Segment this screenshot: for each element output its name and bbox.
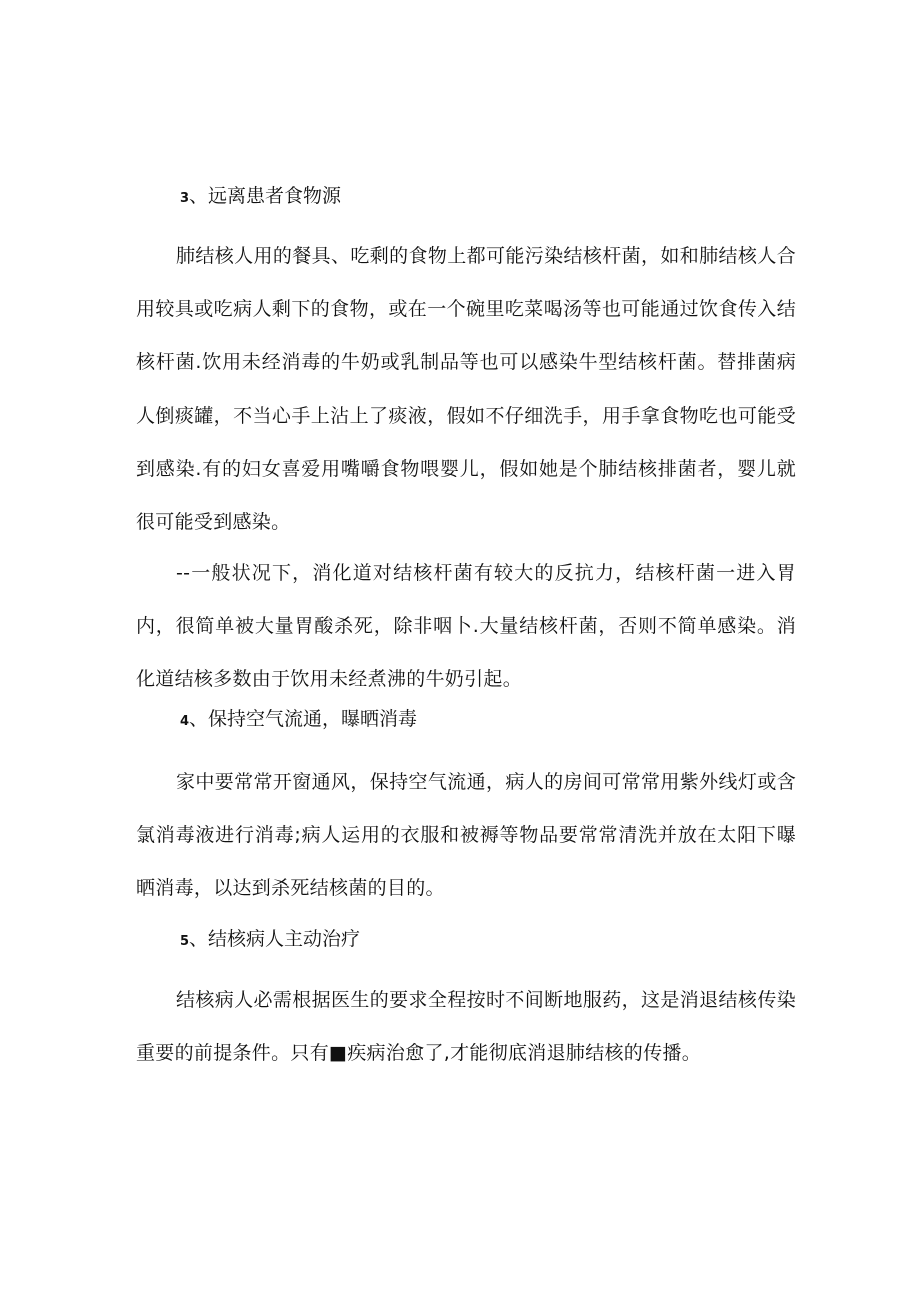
section-heading-4 <box>180 706 417 735</box>
section-title: 、远离患者食物源 <box>189 185 342 207</box>
section-title: 、保持空气流通，曝晒消毒 <box>189 708 418 730</box>
paragraph-treatment: 结核病人必需根据医生的要求全程按时不间断地服药，这是消退结核传染重要的前提条件。只有■疾病治愈了,才能彻底消退肺结核的传播。 <box>136 989 796 1065</box>
paragraph-ventilation: 家中要常常开窗通风，保持空气流通，病人的房间可常常用紫外线灯或含氯消毒液进行消毒;病人运用的衣服和被褥等物品要常常清洗并放在太阳下曝晒消毒，以达到杀死结核菌的目的。 <box>136 771 796 900</box>
section-number: 4 <box>180 714 190 729</box>
section-heading-5 <box>180 926 360 955</box>
paragraph-digestive-tract: --一般状况下，消化道对结核杆菌有较大的反抗力，结核杆菌一进入胃内，很简单被大量胃酸杀死，除非咽卜.大量结核杆菌，否则不简单感染。消化道结核多数由于饮用未经煮沸的牛奶引起。 <box>136 562 796 691</box>
section-heading-3 <box>180 183 341 212</box>
section-title: 、结核病人主动治疗 <box>189 928 361 950</box>
section-number: 3 <box>180 191 190 206</box>
section-number: 5 <box>180 934 190 949</box>
paragraph-food-source: 肺结核人用的餐具、吃剩的食物上都可能污染结核杆菌，如和肺结核人合用较具或吃病人剩下的食物，或在一个碗里吃菜喝汤等也可能通过饮食传入结核杆菌.饮用未经消毒的牛奶或乳制品等也可以感染牛型结核杆菌。替排菌病人倒痰罐，不当心手上沾上了痰液，假如不仔细洗手，用手拿食物吃也可能受到感染.有的妇女喜爱用嘴嚼食物喂婴儿，假如她是个肺结核排菌者，婴儿就很可能受到感染。 <box>136 245 796 534</box>
